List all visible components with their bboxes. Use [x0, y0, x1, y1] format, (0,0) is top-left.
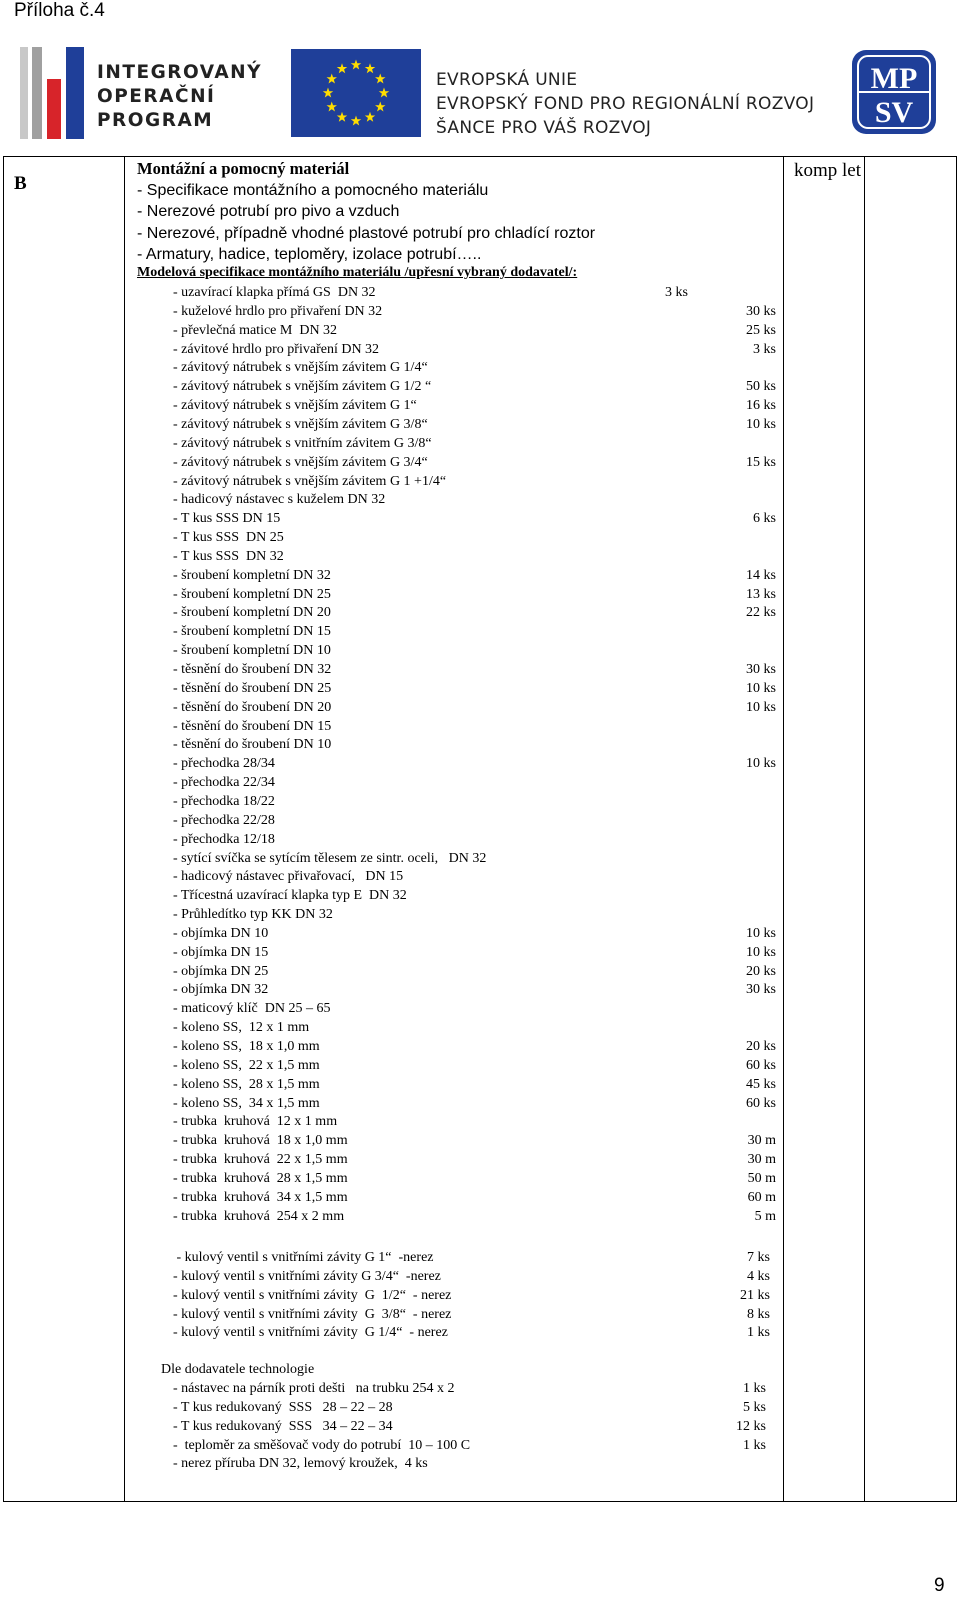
item-name: - maticový klíč DN 25 – 65: [173, 1001, 331, 1017]
list-item: [125, 1381, 780, 1400]
item-name: - nerez příruba DN 32, lemový kroužek, 4 ks: [173, 1456, 428, 1472]
list-item: [125, 1269, 780, 1288]
item-quantity: 15 ks: [746, 454, 776, 470]
item-name: - těsnění do šroubení DN 20: [173, 699, 332, 715]
item-quantity: 10 ks: [746, 680, 776, 696]
item-quantity: 60 ks: [746, 1095, 776, 1111]
iop-bar-icon: [66, 47, 84, 139]
item-name: - trubka kruhová 34 x 1,5 mm: [173, 1189, 348, 1205]
iop-bar-icon: [32, 47, 42, 139]
item-name: - T kus redukovaný SSS 34 – 22 – 34: [173, 1418, 393, 1434]
item-name: - trubka kruhová 12 x 1 mm: [173, 1114, 338, 1130]
item-name: - koleno SS, 18 x 1,0 mm: [173, 1039, 320, 1054]
item-name: - závitový nátrubek s vnitřním závitem G 3/8“: [173, 435, 432, 451]
iop-bar-icon: [20, 47, 28, 139]
star-icon: [365, 112, 375, 122]
item-name: - koleno SS, 28 x 1,5 mm: [173, 1076, 320, 1092]
list-item: [125, 832, 780, 851]
item-name: - Třícestná uzavírací klapka typ E DN 32: [173, 888, 407, 904]
item-name: - koleno SS, 34 x 1,5 mm: [173, 1095, 320, 1111]
item-quantity: 30 ks: [746, 982, 776, 998]
item-quantity: 50 ks: [746, 379, 776, 395]
list-item: [125, 907, 780, 926]
item-name: - trubka kruhová 28 x 1,5 mm: [173, 1170, 348, 1186]
star-icon: [375, 74, 385, 84]
item-quantity: 30 ks: [746, 662, 776, 677]
item-quantity: 21 ks: [740, 1287, 770, 1303]
item-name: - Průhledítko typ KK DN 32: [173, 907, 333, 923]
list-item: [125, 605, 780, 624]
item-quantity: 3 ks: [665, 285, 688, 300]
list-item: [125, 1001, 780, 1020]
iop-line-2: OPERAČNÍ: [97, 86, 216, 107]
item-name: - kulový ventil s vnitřními závity G 3/4“ -nerez: [173, 1268, 441, 1284]
item-quantity: 14 ks: [746, 567, 776, 583]
item-name: - T kus SSS DN 15: [173, 511, 281, 527]
item-name: - koleno SS, 12 x 1 mm: [173, 1020, 310, 1036]
item-name: - závitový nátrubek s vnějším závitem G 1/4“: [173, 360, 428, 376]
eu-line-2: EVROPSKÝ FOND PRO REGIONÁLNÍ ROZVOJ: [436, 94, 815, 114]
item-name: - objímka DN 15: [173, 944, 269, 960]
star-icon: [351, 60, 361, 70]
header-line: - Nerezové, případně vhodné plastové potrubí pro chladící roztor: [137, 224, 596, 242]
item-quantity: 8 ks: [747, 1306, 770, 1322]
item-name: - sytící svíčka se sytícím tělesem ze sintr. oceli, DN 32: [173, 850, 487, 866]
item-name: - teploměr za směšovač vody do potrubí 10 – 100 C: [173, 1437, 471, 1453]
item-quantity: 10 ks: [746, 416, 776, 432]
star-icon: [337, 63, 347, 73]
list-item: [125, 794, 780, 813]
list-item: [125, 756, 780, 775]
list-item: [125, 1419, 780, 1438]
list-item: [125, 323, 780, 342]
item-quantity: 25 ks: [746, 322, 776, 338]
mpsv-logo: [850, 48, 938, 136]
list-item: [125, 888, 780, 907]
item-name: - závitový nátrubek s vnějším závitem G 1“: [173, 398, 417, 414]
star-icon: [379, 88, 389, 98]
item-quantity: 16 ks: [746, 398, 776, 414]
list-item: [125, 945, 780, 964]
item-name: - nástavec na párník proti dešti na trubku 254 x 2: [173, 1381, 455, 1396]
item-name: - šroubení kompletní DN 32: [173, 567, 331, 583]
item-name: - šroubení kompletní DN 25: [173, 586, 331, 602]
list-item: [125, 1209, 780, 1228]
supplier-title: Dle dodavatele technologie: [161, 1362, 315, 1377]
eu-line-3: ŠANCE PRO VÁŠ ROZVOJ: [436, 118, 652, 138]
svg-text:MP: MP: [870, 62, 918, 95]
item-quantity: 30 ks: [746, 303, 776, 319]
list-item: [125, 530, 780, 549]
item-name: - závitový nátrubek s vnějším závitem G 1 +1/4“: [173, 473, 447, 489]
item-name: - hadicový nástavec s kuželem DN 32: [173, 492, 386, 508]
eu-line-1: EVROPSKÁ UNIE: [436, 70, 578, 90]
item-name: - závitové hrdlo pro přivaření DN 32: [173, 341, 380, 357]
item-quantity: 1 ks: [743, 1437, 766, 1453]
item-name: - koleno SS, 22 x 1,5 mm: [173, 1057, 320, 1073]
list-item: [125, 624, 780, 643]
item-quantity: 22 ks: [746, 605, 776, 621]
iop-line-1: INTEGROVANÝ: [97, 62, 263, 83]
item-quantity: 1 ks: [743, 1381, 766, 1396]
item-quantity: 30 m: [747, 1133, 776, 1149]
list-item: [125, 775, 780, 794]
page-number: 9: [934, 1575, 945, 1596]
list-item: [125, 587, 780, 606]
item-quantity: 1 ks: [747, 1325, 770, 1341]
item-name: - hadicový nástavec přivařovací, DN 15: [173, 869, 404, 885]
item-name: - přechodka 18/22: [173, 793, 275, 809]
item-name: - převlečná matice M DN 32: [173, 322, 338, 338]
section-letter: B: [4, 157, 125, 1502]
iop-bar-icon: [47, 79, 61, 139]
list-item: [125, 926, 780, 945]
list-item: [125, 568, 780, 587]
list-item: [125, 1456, 780, 1475]
item-name: - trubka kruhová 22 x 1,5 mm: [173, 1152, 348, 1168]
item-name: - šroubení kompletní DN 20: [173, 605, 331, 621]
item-name: - přechodka 12/18: [173, 831, 275, 847]
list-item: [125, 342, 780, 361]
item-name: - T kus SSS DN 25: [173, 530, 284, 546]
list-item: [125, 662, 780, 681]
list-item: [125, 1133, 780, 1152]
star-icon: [323, 88, 333, 98]
item-quantity: 20 ks: [746, 963, 776, 979]
list-item: [125, 1325, 780, 1344]
list-item: [125, 360, 780, 379]
eu-text: [436, 68, 814, 140]
item-name: - trubka kruhová 18 x 1,0 mm: [173, 1133, 348, 1149]
list-item: [125, 1096, 780, 1115]
list-item: [125, 474, 780, 493]
star-icon: [327, 102, 337, 112]
item-name: - kulový ventil s vnitřními závity G 1/2“ - nerez: [173, 1287, 452, 1303]
list-item: [125, 549, 780, 568]
list-item: [125, 304, 780, 323]
star-icon: [327, 74, 337, 84]
star-icon: [337, 112, 347, 122]
list-item: [125, 737, 780, 756]
list-item: [125, 1400, 780, 1419]
item-quantity: 12 ks: [736, 1418, 766, 1434]
list-item: [125, 1152, 780, 1171]
list-item: [125, 436, 780, 455]
item-name: - kuželové hrdlo pro přivaření DN 32: [173, 303, 383, 319]
list-item: [125, 285, 780, 304]
item-name: - závitový nátrubek s vnějším závitem G 3/4“: [173, 454, 428, 470]
item-quantity: 7 ks: [747, 1250, 770, 1265]
item-quantity: 4 ks: [747, 1268, 770, 1284]
item-name: - trubka kruhová 254 x 2 mm: [173, 1208, 345, 1224]
item-name: - T kus redukovaný SSS 28 – 22 – 28: [173, 1399, 393, 1415]
list-item: [125, 1114, 780, 1133]
item-quantity: 6 ks: [753, 511, 776, 527]
list-item: [125, 455, 780, 474]
attachment-label: Příloha č.4: [14, 0, 105, 21]
list-item: [125, 851, 780, 870]
item-name: - T kus SSS DN 32: [173, 548, 284, 564]
item-quantity: 45 ks: [746, 1076, 776, 1092]
list-item: [125, 982, 780, 1001]
list-item: [125, 398, 780, 417]
unit-cell: komp let: [784, 157, 865, 1502]
header-line: - Armatury, hadice, teploměry, izolace potrubí…..: [137, 246, 482, 263]
item-name: - kulový ventil s vnitřními závity G 1/4“ - nerez: [173, 1325, 448, 1341]
list-item: [125, 379, 780, 398]
item-name: - uzavírací klapka přímá GS DN 32: [173, 285, 376, 300]
list-item: [125, 1039, 780, 1058]
header-line: - Specifikace montážního a pomocného materiálu: [137, 181, 489, 199]
item-name: - přechodka 22/28: [173, 812, 275, 828]
list-item: [125, 1020, 780, 1039]
list-item: [125, 700, 780, 719]
item-name: - těsnění do šroubení DN 15: [173, 718, 332, 734]
list-item: [125, 511, 780, 530]
list-item: [125, 813, 780, 832]
item-name: - kulový ventil s vnitřními závity G 1“ -nerez: [173, 1250, 434, 1265]
list-item: [125, 869, 780, 888]
list-item: [125, 1288, 780, 1307]
item-name: - šroubení kompletní DN 10: [173, 643, 331, 659]
item-quantity: 30 m: [747, 1152, 776, 1168]
eu-flag-icon: [291, 49, 421, 137]
list-item: [125, 643, 780, 662]
item-quantity: 60 ks: [746, 1057, 776, 1073]
item-quantity: 13 ks: [746, 586, 776, 602]
list-item: [125, 1077, 780, 1096]
list-item: [125, 1307, 780, 1326]
item-quantity: 3 ks: [753, 341, 776, 357]
item-quantity: 5 m: [754, 1208, 776, 1224]
list-item: [125, 1190, 780, 1209]
item-quantity: 5 ks: [743, 1399, 766, 1415]
material-list: [125, 157, 783, 1501]
list-item: [125, 681, 780, 700]
list-item: [125, 492, 780, 511]
item-quantity: 20 ks: [746, 1039, 776, 1054]
list-item: [125, 417, 780, 436]
item-name: - těsnění do šroubení DN 25: [173, 680, 332, 696]
item-quantity: 50 m: [747, 1170, 776, 1186]
item-name: - objímka DN 25: [173, 963, 269, 979]
svg-text:SV: SV: [874, 96, 914, 129]
item-quantity: 10 ks: [746, 925, 776, 941]
star-icon: [365, 63, 375, 73]
star-icon: [351, 116, 361, 126]
iop-line-3: PROGRAM: [97, 110, 214, 131]
item-name: - šroubení kompletní DN 15: [173, 624, 331, 640]
item-name: - závitový nátrubek s vnějším závitem G 1/2 “: [173, 379, 432, 395]
list-item: [125, 1250, 780, 1269]
list-item: [125, 1171, 780, 1190]
item-name: - těsnění do šroubení DN 32: [173, 662, 332, 677]
item-quantity: 10 ks: [746, 756, 776, 772]
empty-cell: [865, 157, 957, 1502]
list-item: [125, 1438, 780, 1457]
item-name: - přechodka 28/34: [173, 756, 275, 772]
material-table: [3, 156, 957, 1502]
item-name: - přechodka 22/34: [173, 775, 275, 791]
list-item: [125, 964, 780, 983]
iop-logo: [20, 47, 263, 139]
item-quantity: 60 m: [747, 1189, 776, 1205]
list-item: [125, 719, 780, 738]
star-icon: [375, 102, 385, 112]
item-name: - objímka DN 32: [173, 982, 269, 998]
item-quantity: 10 ks: [746, 944, 776, 960]
header-line: - Nerezové potrubí pro pivo a vzduch: [137, 203, 400, 220]
item-name: - závitový nátrubek s vnějším závitem G 3/8“: [173, 416, 428, 432]
list-item: [125, 1058, 780, 1077]
item-quantity: 10 ks: [746, 699, 776, 715]
section-title: Montážní a pomocný materiál: [137, 159, 350, 178]
item-name: - kulový ventil s vnitřními závity G 3/8“ - nerez: [173, 1306, 452, 1322]
spec-title: Modelová specifikace montážního materiálu /upřesní vybraný dodavatel/:: [137, 265, 578, 280]
item-name: - objímka DN 10: [173, 925, 269, 941]
item-name: - těsnění do šroubení DN 10: [173, 737, 332, 753]
